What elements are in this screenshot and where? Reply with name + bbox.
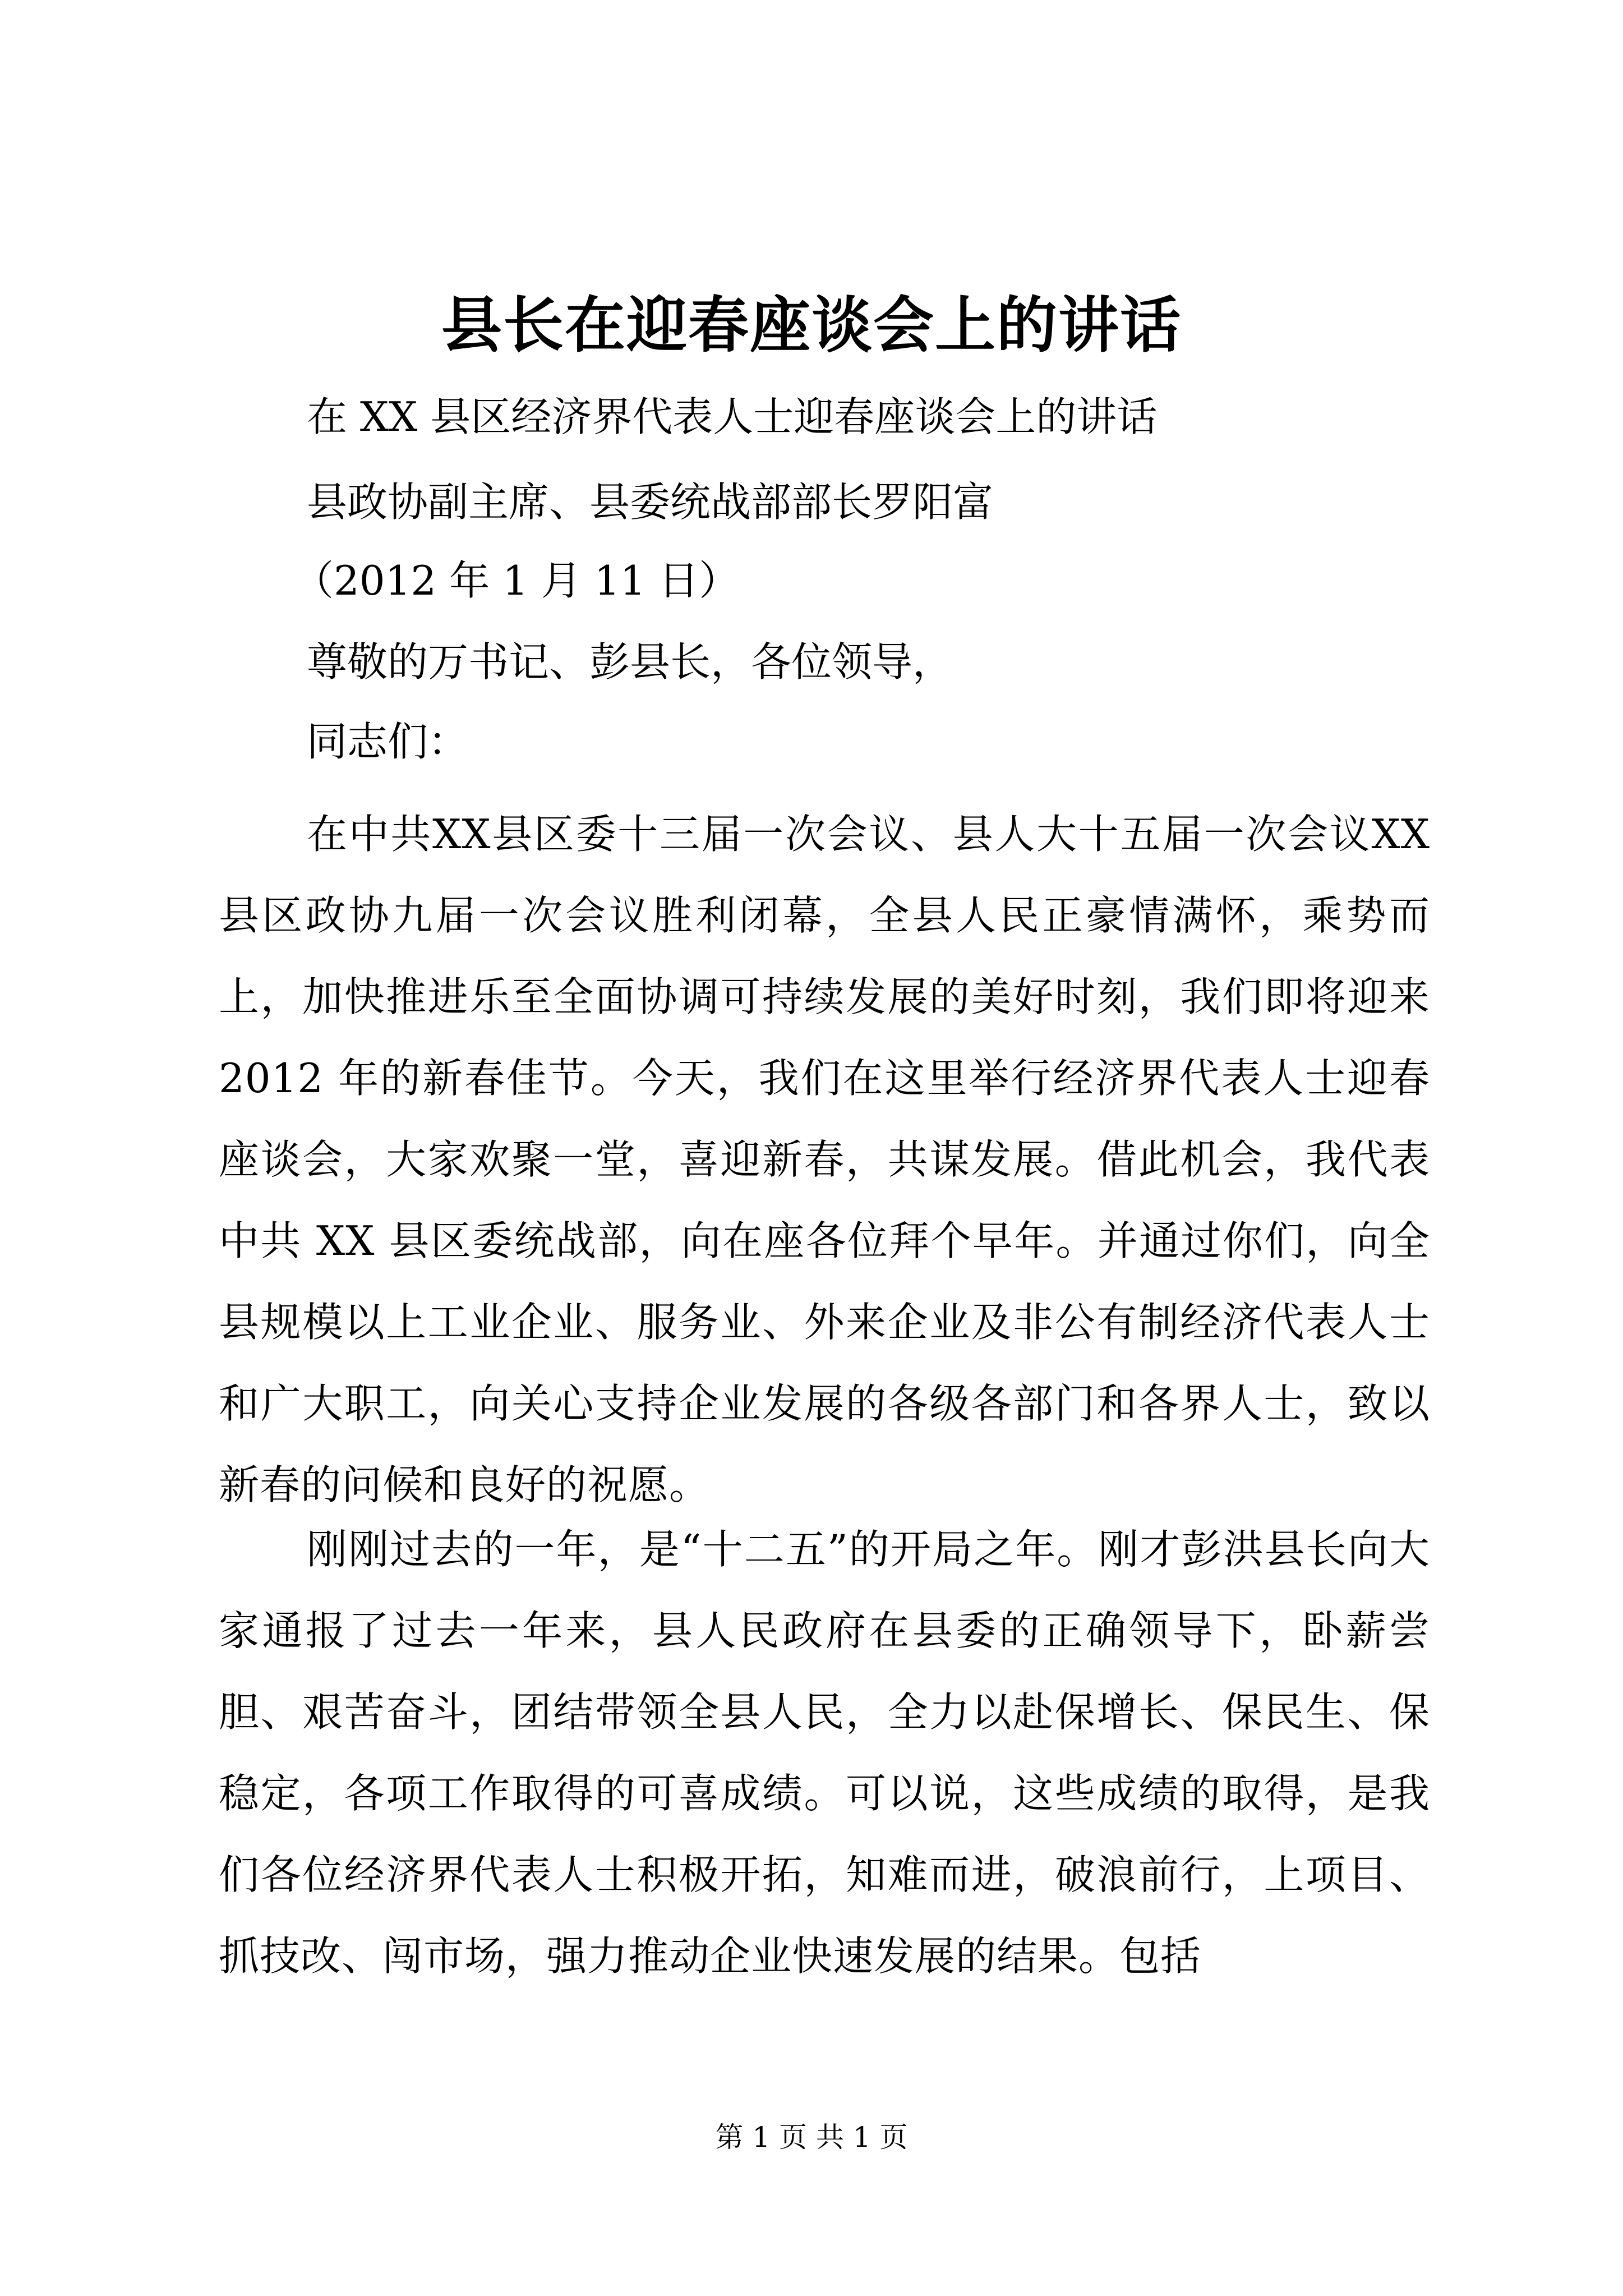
speaker-line: 县政协副主席、县委统战部部长罗阳富 — [307, 478, 994, 526]
body-paragraph-1: 在中共XX县区委十三届一次会议、县人大十五届一次会议XX县区政协九届一次会议胜利闭幕，全县人民正豪情满怀，乘势而上，加快推进乐至全面协调可持续发展的美好时刻，我们即将迎来 2012 年的新春佳节。今天，我们在这里举行经济界代表人士迎春座谈会，大家欢聚一堂，喜迎新春，共谋发展。借此机会，我代表中共 XX 县区委统战部，向在座各位拜个早年。并通过你们，向全县规模以上工业企业、服务业、外来企业及非公有制经济代表人士和广大职工，向关心支持企业发展的各级各部门和各界人士，致以新春的问候和良好的祝愿。 — [219, 811, 1430, 1508]
document-title: 县长在迎春座谈会上的讲话 — [441, 290, 1182, 361]
greeting-line: 同志们： — [307, 718, 469, 765]
salutation-line: 尊敬的万书记、彭县长，各位领导， — [307, 638, 953, 685]
document-subtitle: 在 XX 县区经济界代表人士迎春座谈会上的讲话 — [307, 393, 1158, 440]
body-paragraph-2: 刚刚过去的一年，是“十二五”的开局之年。刚才彭洪县长向大家通报了过去一年来，县人民政府在县委的正确领导下，卧薪尝胆、艰苦奋斗，团结带领全县人民，全力以赴保增长、保民生、保稳定，各项工作取得的可喜成绩。可以说，这些成绩的取得，是我们各位经济界代表人士积极开拓，知难而进，破浪前行，上项目、抓技改、闯市场，强力推动企业快速发展的结果。包括 — [219, 1526, 1430, 1980]
date-line: （2012 年 1 月 11 日） — [293, 557, 740, 604]
page-footer: 第 1 页 共 1 页 — [715, 2121, 908, 2154]
